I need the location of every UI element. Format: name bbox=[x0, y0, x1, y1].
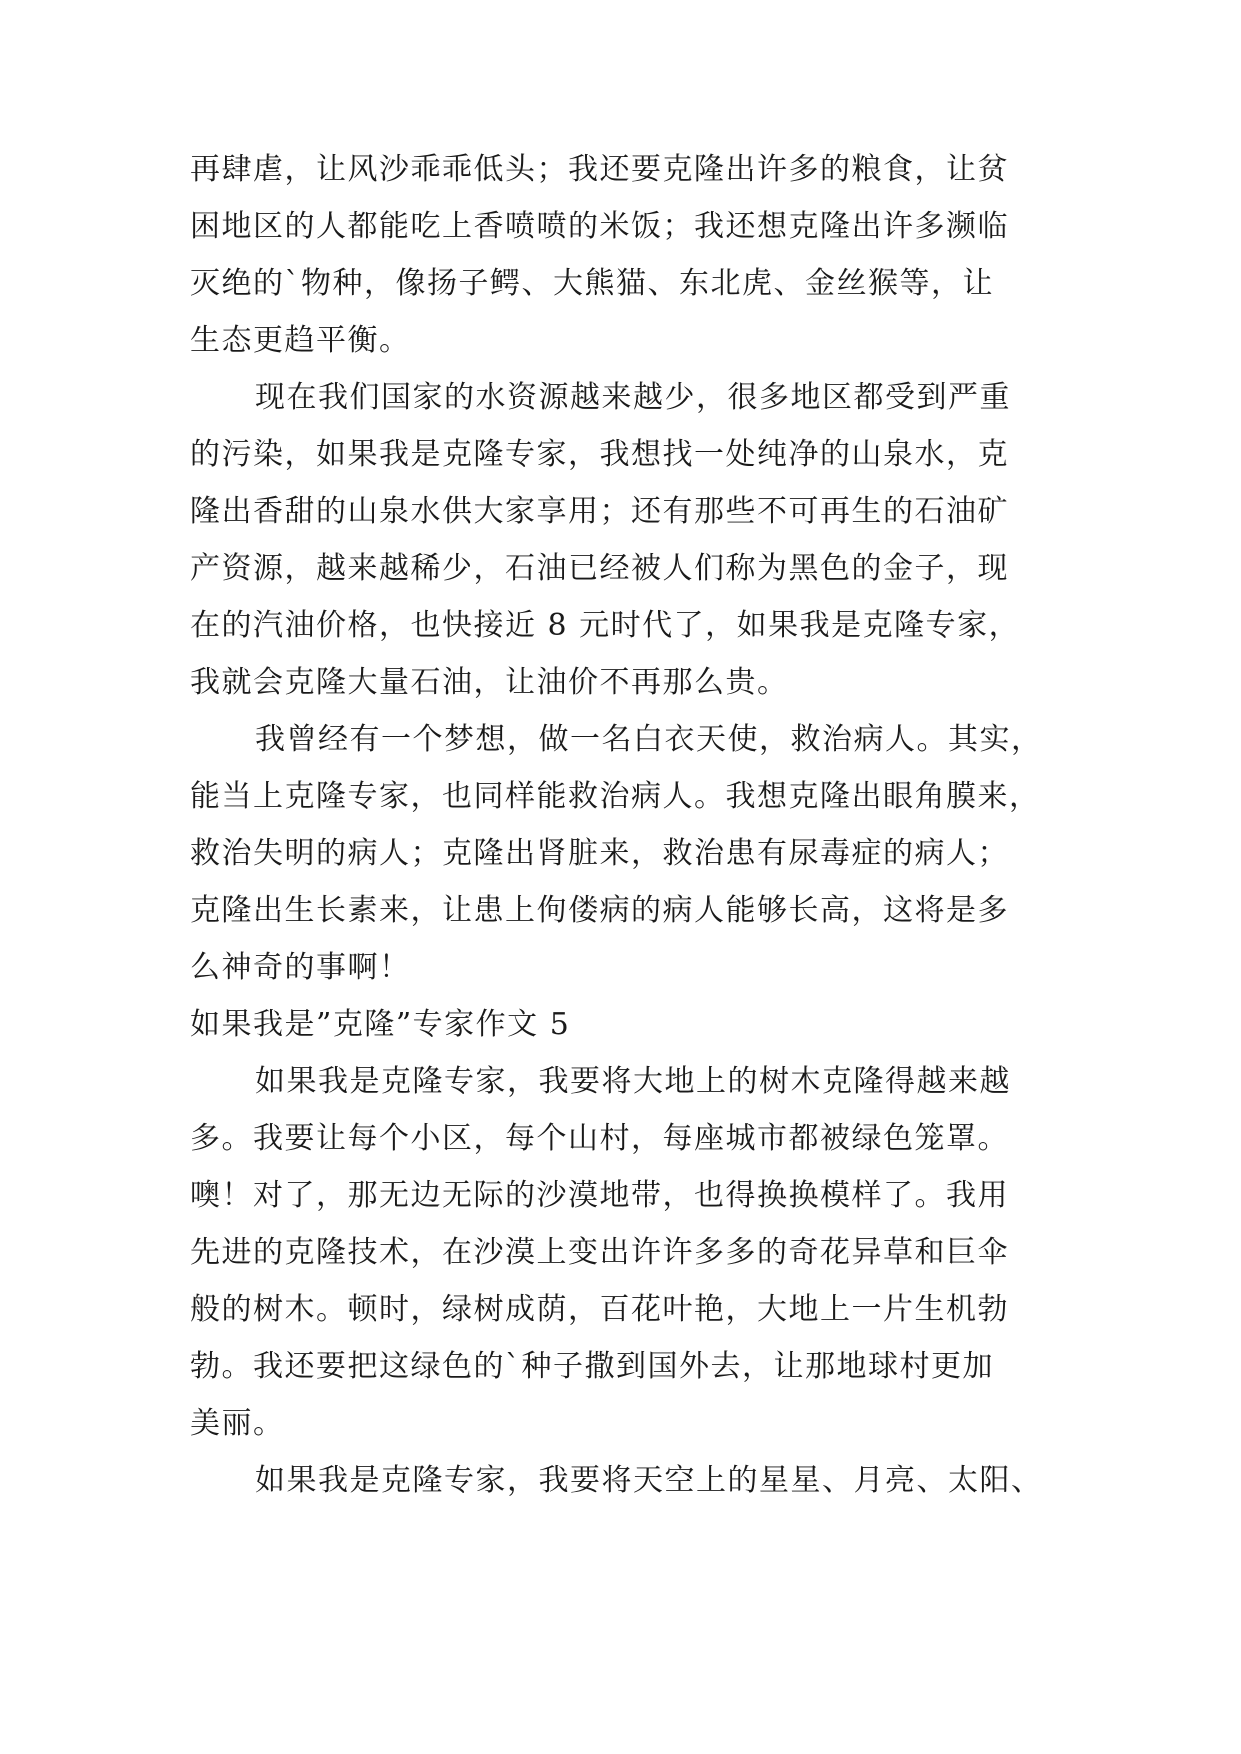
text-line: 美丽。 bbox=[190, 1406, 285, 1441]
text-line: 般的树木。顿时，绿树成荫，百花叶艳，大地上一片生机勃 bbox=[190, 1292, 1009, 1327]
text-line: 在的汽油价格，也快接近 8 元时代了，如果我是克隆专家， bbox=[190, 608, 1021, 643]
text-line: 噢！对了，那无边无际的沙漠地带，也得换换模样了。我用 bbox=[190, 1178, 1009, 1213]
text-line: 的污染，如果我是克隆专家，我想找一处纯净的山泉水，克 bbox=[190, 437, 1009, 472]
paragraph-start-line: 我曾经有一个梦想，做一名白衣天使，救治病人。其实， bbox=[255, 722, 1043, 757]
text-line: 么神奇的事啊！ bbox=[190, 950, 411, 985]
text-line: 多。我要让每个小区，每个山村，每座城市都被绿色笼罩。 bbox=[190, 1121, 1009, 1156]
text-line: 勃。我还要把这绿色的`种子撒到国外去，让那地球村更加 bbox=[190, 1349, 994, 1384]
paragraph-start-line: 现在我们国家的水资源越来越少，很多地区都受到严重 bbox=[255, 380, 1011, 415]
text-line: 隆出香甜的山泉水供大家享用；还有那些不可再生的石油矿 bbox=[190, 494, 1009, 529]
text-line: 克隆出生长素来，让患上佝偻病的病人能够长高，这将是多 bbox=[190, 893, 1009, 928]
text-line: 救治失明的病人；克隆出肾脏来，救治患有尿毒症的病人； bbox=[190, 836, 1009, 871]
text-line: 灭绝的`物种，像扬子鳄、大熊猫、东北虎、金丝猴等，让 bbox=[190, 266, 994, 301]
text-line: 我就会克隆大量石油，让油价不再那么贵。 bbox=[190, 665, 789, 700]
text-line: 能当上克隆专家，也同样能救治病人。我想克隆出眼角膜来， bbox=[190, 779, 1041, 814]
text-line: 困地区的人都能吃上香喷喷的米饭；我还想克隆出许多濒临 bbox=[190, 209, 1009, 244]
section-title: 如果我是”克隆”专家作文 5 bbox=[190, 1007, 571, 1042]
text-line: 再肆虐，让风沙乖乖低头；我还要克隆出许多的粮食，让贫 bbox=[190, 152, 1009, 187]
text-line: 生态更趋平衡。 bbox=[190, 323, 411, 358]
text-line: 先进的克隆技术，在沙漠上变出许许多多的奇花异草和巨伞 bbox=[190, 1235, 1009, 1270]
text-line: 产资源，越来越稀少，石油已经被人们称为黑色的金子，现 bbox=[190, 551, 1009, 586]
paragraph-start-line: 如果我是克隆专家，我要将大地上的树木克隆得越来越 bbox=[255, 1064, 1011, 1099]
paragraph-start-line: 如果我是克隆专家，我要将天空上的星星、月亮、太阳、 bbox=[255, 1463, 1043, 1498]
